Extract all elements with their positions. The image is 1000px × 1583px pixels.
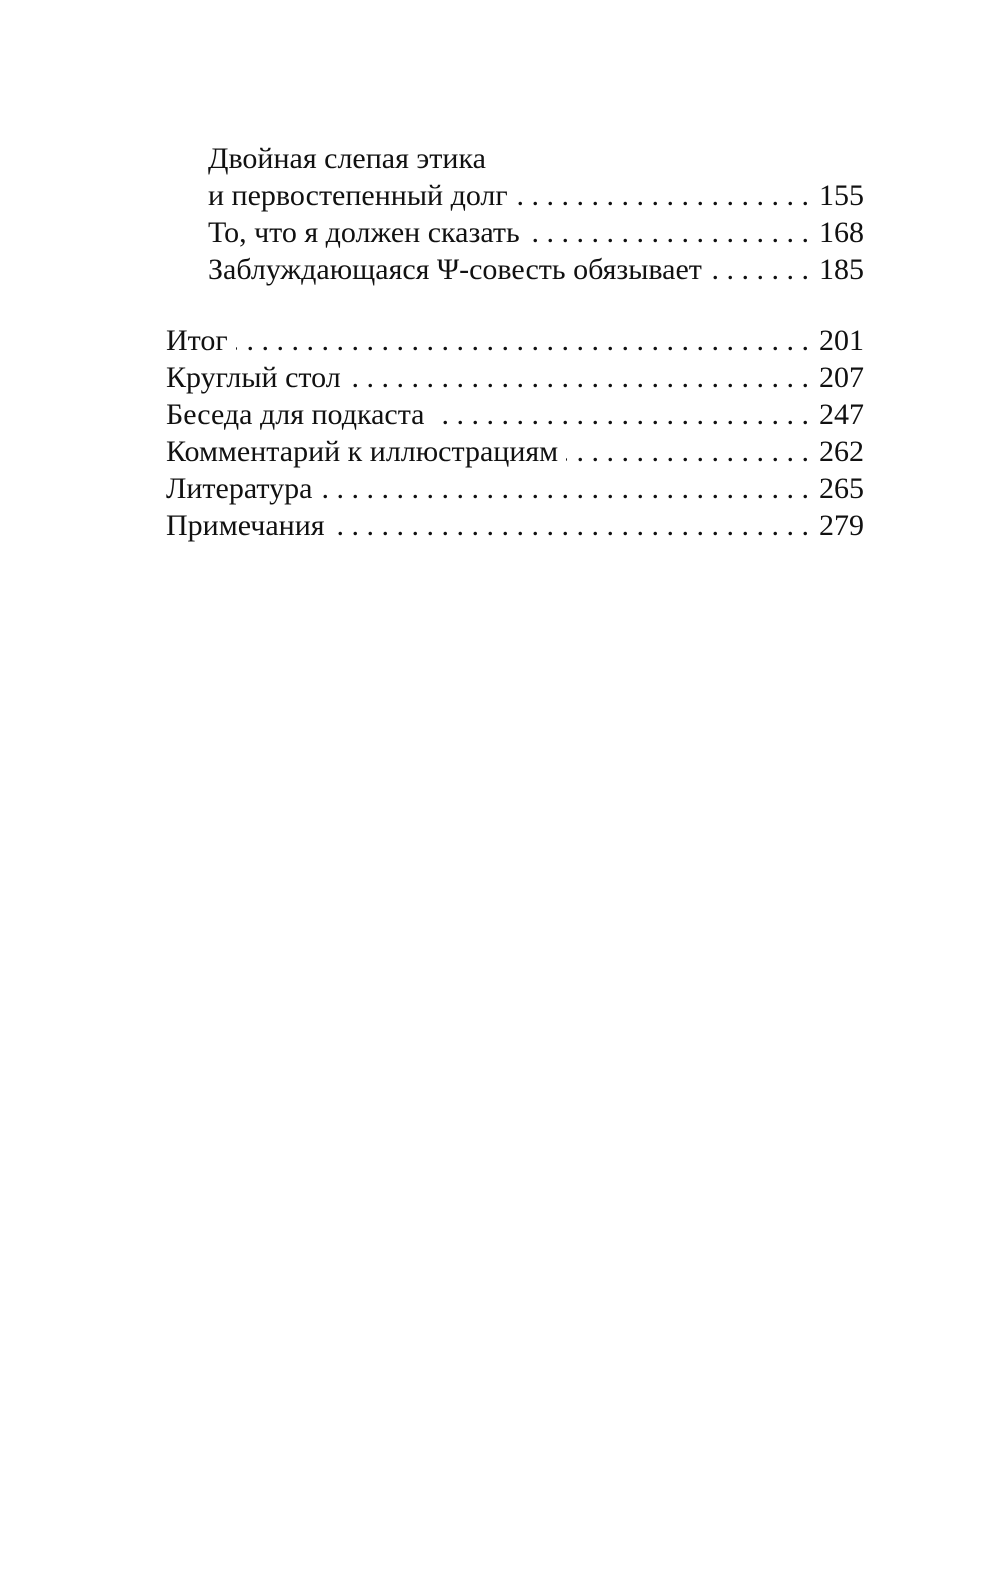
table-of-contents — [166, 140, 864, 544]
toc-entry-title: Примечания — [166, 509, 325, 542]
toc-entry-page: 207 — [819, 361, 864, 394]
dot-leader — [516, 177, 809, 214]
dot-leader — [566, 433, 809, 470]
dot-leader — [433, 396, 809, 433]
toc-entry[interactable] — [208, 177, 864, 214]
dot-leader — [710, 251, 809, 288]
toc-entry-page: 262 — [819, 435, 864, 468]
toc-entry-page: 155 — [819, 179, 864, 212]
toc-entry-page: 247 — [819, 398, 864, 431]
toc-entry[interactable] — [166, 470, 864, 507]
toc-entry-title: Итог — [166, 324, 228, 357]
toc-entry[interactable] — [166, 396, 864, 433]
toc-entry-title-line: Двойная слепая этика — [208, 142, 486, 175]
toc-entry-title: То, что я должен сказать — [208, 216, 520, 249]
dot-leader — [528, 214, 809, 251]
toc-entry-page: 201 — [819, 324, 864, 357]
toc-entry-page: 265 — [819, 472, 864, 505]
dot-leader — [349, 359, 809, 396]
toc-entry-title: и первостепенный долг — [208, 179, 508, 212]
toc-entry-title: Комментарий к иллюстрациям — [166, 435, 559, 468]
dot-leader — [333, 507, 809, 544]
toc-entry[interactable] — [208, 214, 864, 251]
dot-leader — [320, 470, 809, 507]
toc-entry[interactable] — [166, 433, 864, 470]
toc-section-group — [166, 322, 864, 544]
toc-entry-title: Литература — [166, 472, 313, 505]
toc-entry-title: Заблуждающаяся Ψ-совесть обязывает — [208, 253, 702, 286]
toc-entry[interactable] — [208, 251, 864, 288]
toc-entry-page: 185 — [819, 253, 864, 286]
toc-subsection-group — [166, 140, 864, 288]
toc-entry-page: 279 — [819, 509, 864, 542]
toc-entry-page: 168 — [819, 216, 864, 249]
toc-entry[interactable] — [166, 322, 864, 359]
toc-entry-title: Беседа для подкаста — [166, 398, 425, 431]
dot-leader — [236, 322, 809, 359]
toc-entry[interactable] — [166, 507, 864, 544]
toc-entry[interactable] — [166, 359, 864, 396]
toc-entry-title: Круглый стол — [166, 361, 341, 394]
